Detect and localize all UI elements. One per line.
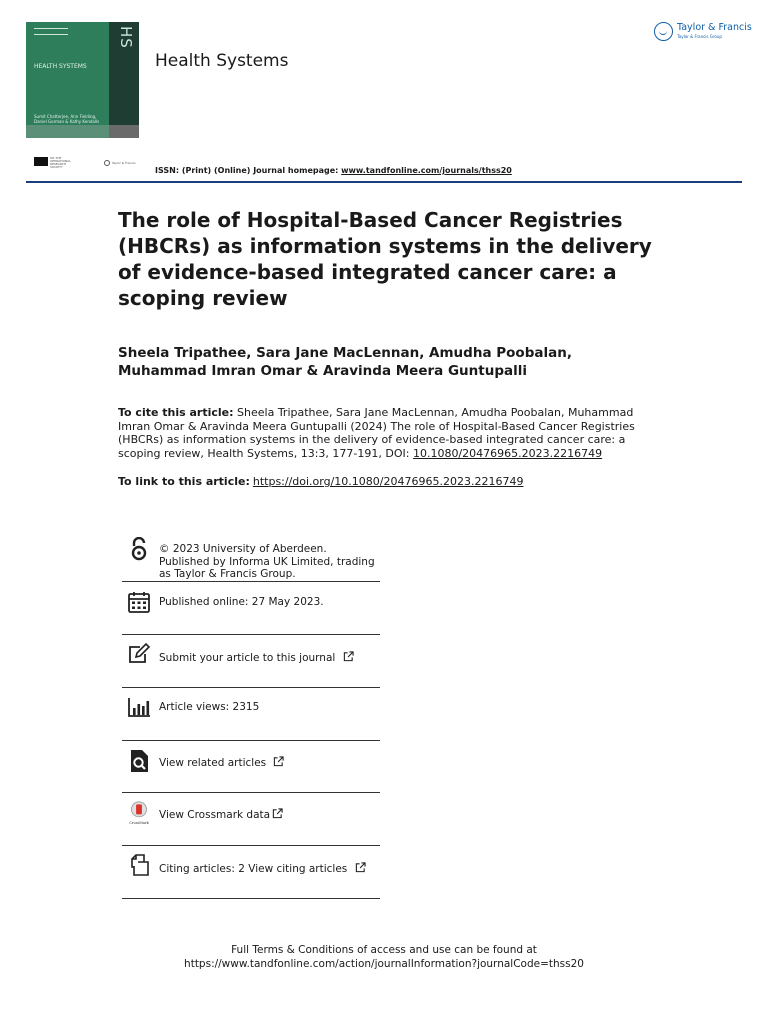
edit-icon — [127, 642, 151, 666]
external-link-icon — [355, 862, 366, 873]
open-access-row — [122, 534, 380, 582]
journal-homepage-link[interactable]: www.tandfonline.com/journals/thss20 — [341, 166, 512, 175]
terms-footer — [0, 943, 768, 971]
or-society-logo-text: OR THE OPERATIONAL RESEARCH SOCIETY — [50, 156, 71, 169]
article-authors: Sheela Tripathee, Sara Jane MacLennan, Amudha Poobalan, Muhammad Imran Omar & Aravinda Meera Guntupalli — [118, 345, 572, 379]
terms-line: Full Terms & Conditions of access and use can be found at — [231, 944, 537, 956]
external-link-icon — [272, 808, 283, 819]
crossmark-icon-caption: CrossMark — [129, 821, 149, 825]
open-access-text: © 2023 University of Aberdeen. Published by Informa UK Limited, trading as Taylor & Francis Group. — [159, 543, 375, 580]
article-title: The role of Hospital-Based Cancer Registries (HBCRs) as information systems in the delivery of evidence-based integrated cancer care: a scoping review — [118, 208, 652, 310]
submit-row[interactable] — [122, 634, 380, 688]
citing-link[interactable] — [159, 862, 377, 876]
citing-articles-icon — [127, 853, 151, 877]
cover-title: HEALTH SYSTEMS — [34, 63, 87, 70]
open-access-icon — [127, 537, 151, 561]
related-search-icon — [127, 749, 151, 773]
or-society-logo — [34, 157, 48, 166]
publisher-name: Taylor & Francis — [677, 21, 752, 33]
bar-chart-icon — [127, 695, 151, 719]
journal-cover — [26, 22, 139, 138]
cover-brand-letters: HS — [117, 26, 135, 49]
terms-url[interactable]: https://www.tandfonline.com/action/journalInformation?journalCode=thss20 — [184, 958, 584, 970]
cite-label: To cite this article: — [118, 406, 234, 419]
issn-label: ISSN: (Print) (Online) Journal homepage: — [155, 166, 342, 175]
citing-row[interactable] — [122, 845, 380, 899]
header-divider — [26, 181, 742, 183]
published-row — [122, 581, 380, 635]
calendar-icon — [127, 590, 151, 614]
citation — [118, 406, 648, 460]
external-link-icon — [343, 651, 354, 662]
views-row — [122, 687, 380, 741]
related-text: View related articles — [159, 757, 267, 769]
article-link — [118, 475, 523, 488]
published-text: Published online: 27 May 2023. — [159, 596, 324, 608]
issn-line — [155, 166, 512, 175]
related-row[interactable] — [122, 740, 380, 793]
taylor-francis-icon — [654, 22, 673, 41]
submit-link[interactable] — [159, 651, 377, 665]
journal-name: Health Systems — [155, 51, 289, 71]
publisher-subname: Taylor & Francis Group — [677, 33, 722, 39]
crossmark-row[interactable] — [122, 792, 380, 846]
related-link[interactable] — [159, 756, 377, 770]
cite-text: Sheela Tripathee, Sara Jane MacLennan, Amudha Poobalan, Muhammad Imran Omar & Aravinda Meera Guntupalli (2024) The role of Hospital-Based Cancer Registries (HBCRs) as information systems in the delivery of evidence-based integrated cancer care: a scoping review, Health Systems, 13:3, 177-191, DOI: — [118, 406, 635, 460]
crossmark-text: View Crossmark data — [159, 809, 271, 821]
tf-mini-logo-icon — [104, 160, 110, 166]
submit-text: Submit your article to this journal — [159, 652, 336, 664]
external-link-icon — [273, 756, 284, 767]
citing-text: Citing articles: 2 View citing articles — [159, 863, 348, 875]
cover-authors: Sumit Chatterjee, Ann Fielding, Daniel Gorman & Kathy Kendalls — [34, 114, 100, 124]
link-label: To link to this article: — [118, 475, 250, 488]
tf-mini-logo-text: Taylor & Francis — [112, 161, 136, 165]
crossmark-link[interactable] — [159, 808, 377, 822]
cite-doi-link[interactable]: 10.1080/20476965.2023.2216749 — [412, 446, 603, 460]
article-doi-link[interactable]: https://doi.org/10.1080/20476965.2023.2216749 — [252, 475, 524, 488]
views-text: Article views: 2315 — [159, 701, 260, 713]
publisher-logo[interactable] — [654, 22, 752, 41]
crossmark-icon — [127, 801, 151, 825]
